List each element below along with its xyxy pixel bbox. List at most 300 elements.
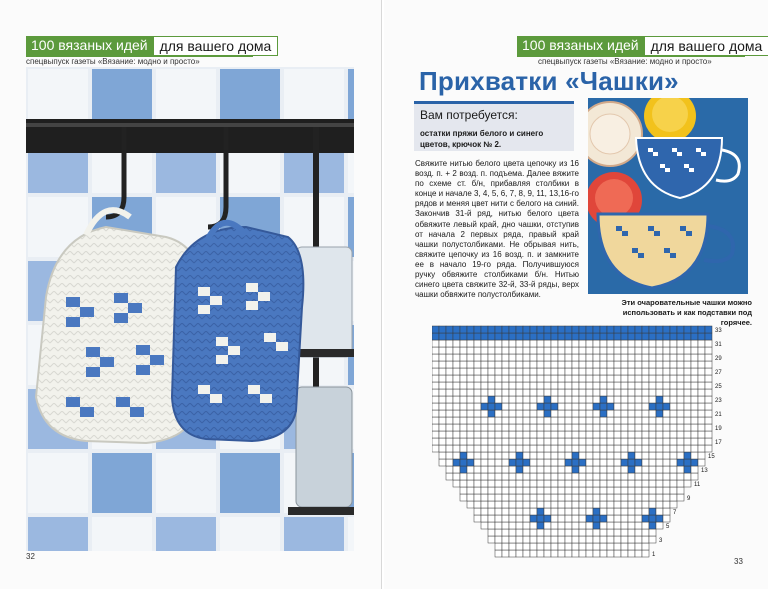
chart-cell [649,445,656,452]
chart-cell [691,403,698,410]
chart-cell [530,417,537,424]
chart-cell [600,396,607,403]
chart-cell [530,382,537,389]
chart-cell [635,326,642,333]
chart-cell [446,459,453,466]
chart-cell [509,445,516,452]
chart-cell [495,487,502,494]
chart-cell [579,382,586,389]
chart-cell [635,410,642,417]
chart-cell [600,417,607,424]
chart-cell [593,410,600,417]
chart-cell [565,403,572,410]
chart-cell [579,396,586,403]
chart-cell [558,375,565,382]
chart-cell [663,445,670,452]
chart-cell [523,501,530,508]
chart-cell [544,494,551,501]
chart-cell [628,431,635,438]
chart-cell [600,438,607,445]
chart-cell [586,550,593,557]
chart-cell [551,487,558,494]
chart-cell [684,473,691,480]
chart-cell [684,459,691,466]
chart-cell [607,438,614,445]
chart-cell [607,417,614,424]
chart-cell [509,396,516,403]
chart-cell [677,487,684,494]
chart-cell [635,375,642,382]
chart-cell [677,480,684,487]
chart-cell [621,396,628,403]
chart-cell [481,403,488,410]
chart-cell [663,438,670,445]
chart-cell [537,403,544,410]
chart-cell [642,522,649,529]
chart-cell [586,515,593,522]
chart-cell [663,480,670,487]
chart-cell [523,522,530,529]
chart-cell [439,347,446,354]
chart-cell [642,396,649,403]
photo-caption: Эти очаровательные чашки можно использовать и как подставки под горячее. [621,298,752,327]
chart-cell [530,375,537,382]
chart-cell [593,326,600,333]
chart-cell [579,389,586,396]
chart-cell [684,410,691,417]
chart-cell [635,431,642,438]
chart-cell [481,473,488,480]
chart-cell [516,382,523,389]
chart-cell [460,438,467,445]
cup-potholders-with-plates-photo-icon [588,98,748,294]
chart-cell [670,389,677,396]
chart-cell [656,354,663,361]
chart-cell [649,382,656,389]
chart-cell [558,543,565,550]
chart-cell [530,347,537,354]
chart-cell [460,487,467,494]
chart-cell [579,536,586,543]
chart-cell [635,389,642,396]
chart-cell [467,396,474,403]
chart-cell [537,543,544,550]
chart-cell [516,487,523,494]
chart-cell [607,459,614,466]
chart-cell [579,515,586,522]
chart-cell [614,347,621,354]
chart-cell [635,480,642,487]
chart-cell [460,333,467,340]
chart-cell [649,494,656,501]
chart-cell [593,452,600,459]
chart-cell [663,347,670,354]
chart-cell [460,361,467,368]
chart-cell [488,354,495,361]
chart-cell [656,340,663,347]
chart-cell [509,494,516,501]
chart-row-label: 27 [715,370,722,376]
chart-cell [628,382,635,389]
chart-cell [670,375,677,382]
chart-cell [649,396,656,403]
chart-cell [530,550,537,557]
chart-cell [656,375,663,382]
chart-cell [467,473,474,480]
chart-cell [684,417,691,424]
chart-cell [439,389,446,396]
chart-cell [684,326,691,333]
chart-cell [530,424,537,431]
chart-cell [551,424,558,431]
chart-cell [579,354,586,361]
chart-cell [502,340,509,347]
chart-cell [614,452,621,459]
chart-cell [705,417,712,424]
chart-cell [628,473,635,480]
chart-cell [705,396,712,403]
chart-cell [628,466,635,473]
right-subtitle: спецвыпуск газеты «Вязание: модно и просто» [538,57,712,66]
chart-cell [635,438,642,445]
chart-cell [663,501,670,508]
chart-cell [502,375,509,382]
chart-cell [509,543,516,550]
chart-cell [481,368,488,375]
chart-cell [649,431,656,438]
chart-cell [481,487,488,494]
chart-cell [565,368,572,375]
chart-cell [579,508,586,515]
chart-cell [488,347,495,354]
chart-cell [516,459,523,466]
chart-cell [460,431,467,438]
chart-cell [586,417,593,424]
chart-cell [523,438,530,445]
chart-cell [502,382,509,389]
chart-cell [467,340,474,347]
chart-cell [621,389,628,396]
chart-cell [663,326,670,333]
chart-cell [537,389,544,396]
chart-cell [523,459,530,466]
chart-cell [642,445,649,452]
chart-cell [642,375,649,382]
chart-cell [530,361,537,368]
chart-cell [607,543,614,550]
chart-cell [593,396,600,403]
chart-cell [544,452,551,459]
chart-cell [565,452,572,459]
chart-cell [516,389,523,396]
chart-cell [558,389,565,396]
chart-cell [432,368,439,375]
chart-cell [586,431,593,438]
chart-cell [614,536,621,543]
chart-cell [698,326,705,333]
chart-cell [502,543,509,550]
chart-cell [642,333,649,340]
chart-cell [593,382,600,389]
chart-cell [551,522,558,529]
chart-cell [537,333,544,340]
chart-cell [565,333,572,340]
chart-cell [551,438,558,445]
chart-cell [579,466,586,473]
chart-cell [614,445,621,452]
chart-cell [453,438,460,445]
chart-cell [656,389,663,396]
chart-cell [642,431,649,438]
chart-cell [705,403,712,410]
chart-cell [628,543,635,550]
chart-cell [593,417,600,424]
chart-cell [565,396,572,403]
chart-cell [453,431,460,438]
chart-cell [677,438,684,445]
chart-cell [600,494,607,501]
chart-cell [523,487,530,494]
chart-cell [635,529,642,536]
chart-cell [628,368,635,375]
chart-cell [537,361,544,368]
chart-cell [474,340,481,347]
chart-cell [474,375,481,382]
chart-cell [509,340,516,347]
chart-cell [460,347,467,354]
chart-cell [628,354,635,361]
chart-cell [691,340,698,347]
chart-cell [537,382,544,389]
chart-cell [558,424,565,431]
crochet-chart-svg [432,324,752,564]
right-page [384,0,768,589]
chart-cell [502,326,509,333]
chart-cell [607,445,614,452]
chart-cell [460,326,467,333]
chart-cell [509,438,516,445]
chart-cell [516,501,523,508]
chart-row-label: 25 [715,384,722,390]
chart-cell [481,375,488,382]
chart-cell [670,494,677,501]
chart-cell [586,340,593,347]
chart-cell [516,438,523,445]
chart-cell [481,445,488,452]
chart-cell [635,501,642,508]
chart-cell [670,452,677,459]
chart-cell [537,529,544,536]
chart-cell [523,382,530,389]
chart-cell [502,501,509,508]
chart-cell [481,382,488,389]
chart-cell [467,480,474,487]
chart-cell [586,347,593,354]
chart-cell [481,361,488,368]
chart-cell [530,431,537,438]
chart-cell [544,417,551,424]
chart-cell [705,347,712,354]
chart-cell [516,522,523,529]
chart-cell [614,487,621,494]
chart-cell [572,389,579,396]
chart-cell [509,501,516,508]
chart-cell [600,487,607,494]
chart-cell [698,417,705,424]
chart-cell [642,515,649,522]
chart-cell [684,424,691,431]
chart-cell [516,347,523,354]
chart-cell [614,543,621,550]
chart-cell [467,347,474,354]
chart-cell [446,473,453,480]
chart-cell [691,431,698,438]
chart-cell [621,382,628,389]
chart-cell [453,480,460,487]
chart-cell [614,466,621,473]
chart-cell [467,501,474,508]
chart-cell [691,375,698,382]
chart-cell [572,438,579,445]
chart-cell [642,438,649,445]
chart-cell [502,403,509,410]
chart-cell [481,326,488,333]
chart-cell [572,466,579,473]
chart-cell [670,403,677,410]
chart-cell [523,550,530,557]
chart-cell [565,326,572,333]
chart-cell [551,494,558,501]
chart-cell [558,438,565,445]
chart-cell [621,340,628,347]
chart-cell [551,396,558,403]
right-header [517,36,768,56]
chart-cell [446,403,453,410]
chart-cell [481,417,488,424]
chart-cell [523,452,530,459]
chart-cell [544,424,551,431]
chart-cell [663,403,670,410]
chart-cell [453,382,460,389]
chart-cell [446,466,453,473]
chart-cell [698,382,705,389]
chart-cell [453,375,460,382]
chart-cell [439,361,446,368]
chart-cell [467,368,474,375]
chart-cell [558,515,565,522]
chart-cell [593,529,600,536]
chart-cell [656,361,663,368]
chart-cell [621,403,628,410]
chart-cell [495,459,502,466]
chart-cell [509,403,516,410]
chart-cell [516,515,523,522]
chart-cell [523,396,530,403]
chart-cell [530,396,537,403]
potholders-photo [26,67,354,551]
chart-cell [537,494,544,501]
chart-cell [551,354,558,361]
chart-cell [656,438,663,445]
chart-cell [537,480,544,487]
chart-cell [446,445,453,452]
chart-cell [635,550,642,557]
chart-cell [481,466,488,473]
chart-cell [586,543,593,550]
chart-cell [628,550,635,557]
chart-cell [488,368,495,375]
chart-cell [614,522,621,529]
chart-cell [523,494,530,501]
chart-cell [663,424,670,431]
chart-cell [502,508,509,515]
chart-cell [684,354,691,361]
chart-cell [614,550,621,557]
chart-cell [544,536,551,543]
chart-cell [572,452,579,459]
chart-cell [544,368,551,375]
chart-cell [628,389,635,396]
chart-cell [607,473,614,480]
chart-cell [684,333,691,340]
chart-cell [628,459,635,466]
chart-cell [523,326,530,333]
chart-cell [453,368,460,375]
chart-cell [439,452,446,459]
chart-cell [649,375,656,382]
chart-cell [649,410,656,417]
chart-row-label: 9 [687,496,691,502]
chart-cell [705,389,712,396]
chart-cell [474,424,481,431]
chart-cell [614,389,621,396]
chart-cell [698,368,705,375]
chart-cell [607,382,614,389]
chart-cell [516,431,523,438]
chart-cell [488,480,495,487]
chart-row-label: 3 [659,538,663,544]
chart-cell [460,445,467,452]
chart-cell [509,452,516,459]
chart-cell [649,452,656,459]
chart-cell [544,529,551,536]
chart-cell [684,396,691,403]
chart-cell [544,543,551,550]
chart-cell [551,410,558,417]
chart-cell [530,326,537,333]
chart-cell [467,445,474,452]
chart-cell [656,522,663,529]
chart-cell [502,459,509,466]
chart-row-label: 1 [652,552,656,558]
chart-cell [439,431,446,438]
chart-cell [460,368,467,375]
chart-cell [698,452,705,459]
chart-cell [565,529,572,536]
chart-cell [432,389,439,396]
chart-cell [579,438,586,445]
chart-cell [691,473,698,480]
chart-cell [691,361,698,368]
chart-cell [502,487,509,494]
chart-cell [572,368,579,375]
chart-cell [495,368,502,375]
chart-cell [432,396,439,403]
chart-cell [607,522,614,529]
chart-cell [614,333,621,340]
chart-cell [565,536,572,543]
chart-cell [649,529,656,536]
